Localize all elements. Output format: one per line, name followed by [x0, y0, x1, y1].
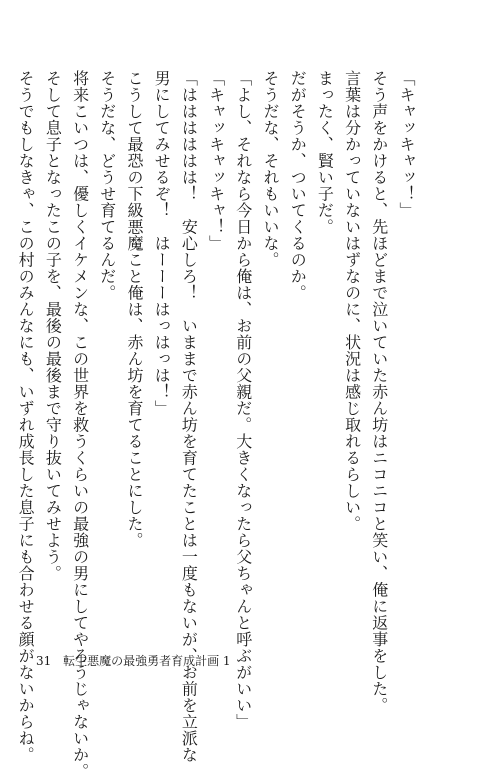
text-line: そうだな、それもいいな。 — [260, 70, 280, 268]
text-line: 将来こいつは、優しくイケメンな、この世界を救うくらいの最強の男にしてやろうじゃないか。 — [70, 70, 90, 780]
text-line: 「キャッキャッキャ！」 — [206, 70, 226, 252]
text-line: そうだな、どうせ育てるんだ。 — [97, 70, 117, 301]
book-title: 転生悪魔の最強勇者育成計画 1 — [63, 654, 231, 668]
text-line: 「よし、それなら今日から俺は、お前の父親だ。大きくなったら父ちゃんと呼ぶがいい」 — [233, 70, 253, 730]
page-number: 31 — [36, 654, 52, 668]
text-line: 「キャッキャッ！」 — [397, 70, 416, 219]
text-line: だがそうか、ついてくるのか。 — [288, 70, 308, 301]
text-line: まったく、賢い子だ。 — [315, 70, 335, 235]
page-footer — [36, 652, 231, 669]
text-line: 「はははははは！ 安心しろ！ いままで赤ん坊を育てたことは一度もないが、お前を立派な — [179, 70, 199, 763]
text-line: そして息子となったこの子を、最後の最後まで守り抜いてみせよう。 — [43, 70, 63, 582]
text-line: そうでもしなきゃ、この村のみんなにも、いずれ成長した息子にも合わせる顔がないからね。 — [16, 70, 36, 763]
text-line: 言葉は分かっていないはずなのに、状況は感じ取れるらしい。 — [342, 70, 362, 532]
text-line: そう声をかけると、先ほどまで泣いていた赤ん坊はニコニコと笑い、俺に返事をした。 — [369, 70, 389, 714]
text-line: こうして最恐の下級悪魔こと俺は、赤ん坊を育てることにした。 — [124, 70, 144, 549]
text-line: 男にしてみせるぞ！ はーーーはっはっは！」 — [152, 70, 172, 417]
